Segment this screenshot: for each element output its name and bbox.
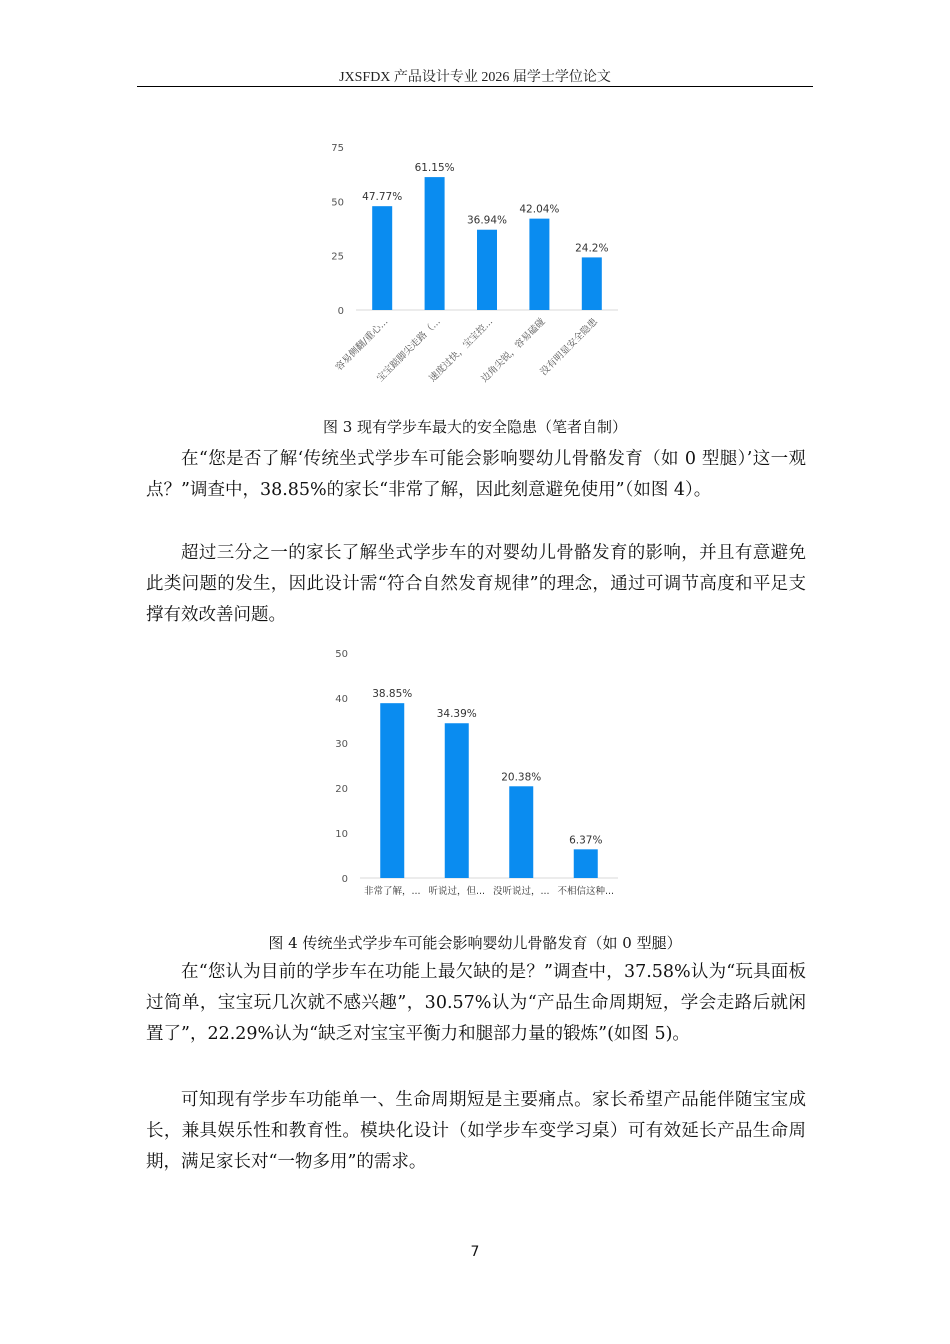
bar bbox=[509, 786, 533, 878]
data-label: 36.94% bbox=[466, 214, 508, 227]
x-tick-label: 听说过，但... bbox=[428, 886, 486, 897]
y-tick-label: 20 bbox=[335, 784, 348, 795]
x-tick-label: 不相信这种... bbox=[557, 886, 615, 897]
paragraph-bone-development: 在“您是否了解‘传统坐式学步车可能会影响婴幼儿骨骼发育（如 0 型腿）’这一观点？”调查中，38.85%的家长“非常了解，因此刻意避免使用”（如图 4）。 bbox=[146, 449, 806, 500]
y-tick-label: 0 bbox=[337, 306, 344, 317]
y-tick-label: 30 bbox=[335, 739, 348, 750]
chart-bone-development-awareness bbox=[320, 642, 620, 906]
chart-safety-hazards-svg bbox=[320, 135, 620, 400]
paragraph-function-lacking: 在“您认为目前的学步车在功能上最欠缺的是？”调查中，37.58%认为“玩具面板过简单，宝宝玩几次就不感兴趣”，30.57%认为“产品生命周期短，学会走路后就闲置了”，22.29%认为“缺乏对宝宝平衡力和腿部力量的锻炼”(如图 5)。 bbox=[146, 962, 806, 1044]
x-tick-label: 非常了解，... bbox=[363, 886, 421, 897]
bar bbox=[477, 230, 497, 310]
y-tick-label: 50 bbox=[335, 649, 348, 660]
bar bbox=[582, 257, 602, 310]
data-label: 20.38% bbox=[501, 771, 542, 784]
x-tick-label: 没听说过，... bbox=[492, 886, 550, 897]
bar bbox=[529, 219, 549, 310]
y-tick-label: 50 bbox=[331, 197, 344, 209]
bar bbox=[445, 723, 469, 878]
data-label: 38.85% bbox=[372, 688, 413, 701]
x-tick-label: 没有明显安全隐患 bbox=[538, 316, 600, 378]
data-label: 6.37% bbox=[569, 834, 603, 847]
page-header: JXSFDX 产品设计专业 2026 届学士学位论文 bbox=[339, 70, 611, 85]
y-tick-label: 10 bbox=[335, 829, 348, 840]
bar bbox=[425, 177, 445, 310]
x-tick-label: 边角尖锐，容易磕碰 bbox=[479, 316, 548, 385]
figure-3-caption: 图 3 现有学步车最大的安全隐患（笔者自制） bbox=[322, 418, 628, 436]
chart-bone-development-awareness-svg bbox=[320, 642, 620, 902]
y-tick-label: 25 bbox=[331, 251, 344, 263]
chart-safety-hazards bbox=[320, 135, 620, 404]
data-label: 61.15% bbox=[414, 162, 455, 175]
y-tick-label: 40 bbox=[335, 694, 348, 705]
bar bbox=[372, 206, 392, 310]
page-number: 7 bbox=[470, 1244, 480, 1260]
data-label: 47.77% bbox=[362, 191, 403, 204]
bar bbox=[380, 703, 404, 878]
x-tick-label: 速度过快，宝宝控... bbox=[427, 316, 496, 385]
bar bbox=[574, 849, 598, 878]
data-label: 24.2% bbox=[575, 242, 609, 255]
data-label: 34.39% bbox=[436, 708, 477, 721]
paragraph-conclusion: 可知现有学步车功能单一、生命周期短是主要痛点。家长希望产品能伴随宝宝成长，兼具娱乐性和教育性。模块化设计（如学步车变学习桌）可有效延长产品生命周期，满足家长对“一物多用”的需求。 bbox=[146, 1090, 806, 1172]
figure-4-caption: 图 4 传统坐式学步车可能会影响婴幼儿骨骼发育（如 0 型腿） bbox=[268, 934, 682, 952]
data-label: 42.04% bbox=[519, 203, 560, 216]
y-tick-label: 0 bbox=[341, 874, 348, 885]
x-tick-label: 容易侧翻/重心... bbox=[333, 316, 391, 374]
header-rule bbox=[137, 86, 813, 87]
paragraph-design-principle: 超过三分之一的家长了解坐式学步车的对婴幼儿骨骼发育的影响，并且有意避免此类问题的发生，因此设计需“符合自然发育规律”的理念，通过可调节高度和平足支撑有效改善问题。 bbox=[146, 543, 806, 625]
x-tick-label: 宝宝踮脚尖走路（... bbox=[374, 316, 443, 385]
y-tick-label: 75 bbox=[331, 143, 344, 154]
